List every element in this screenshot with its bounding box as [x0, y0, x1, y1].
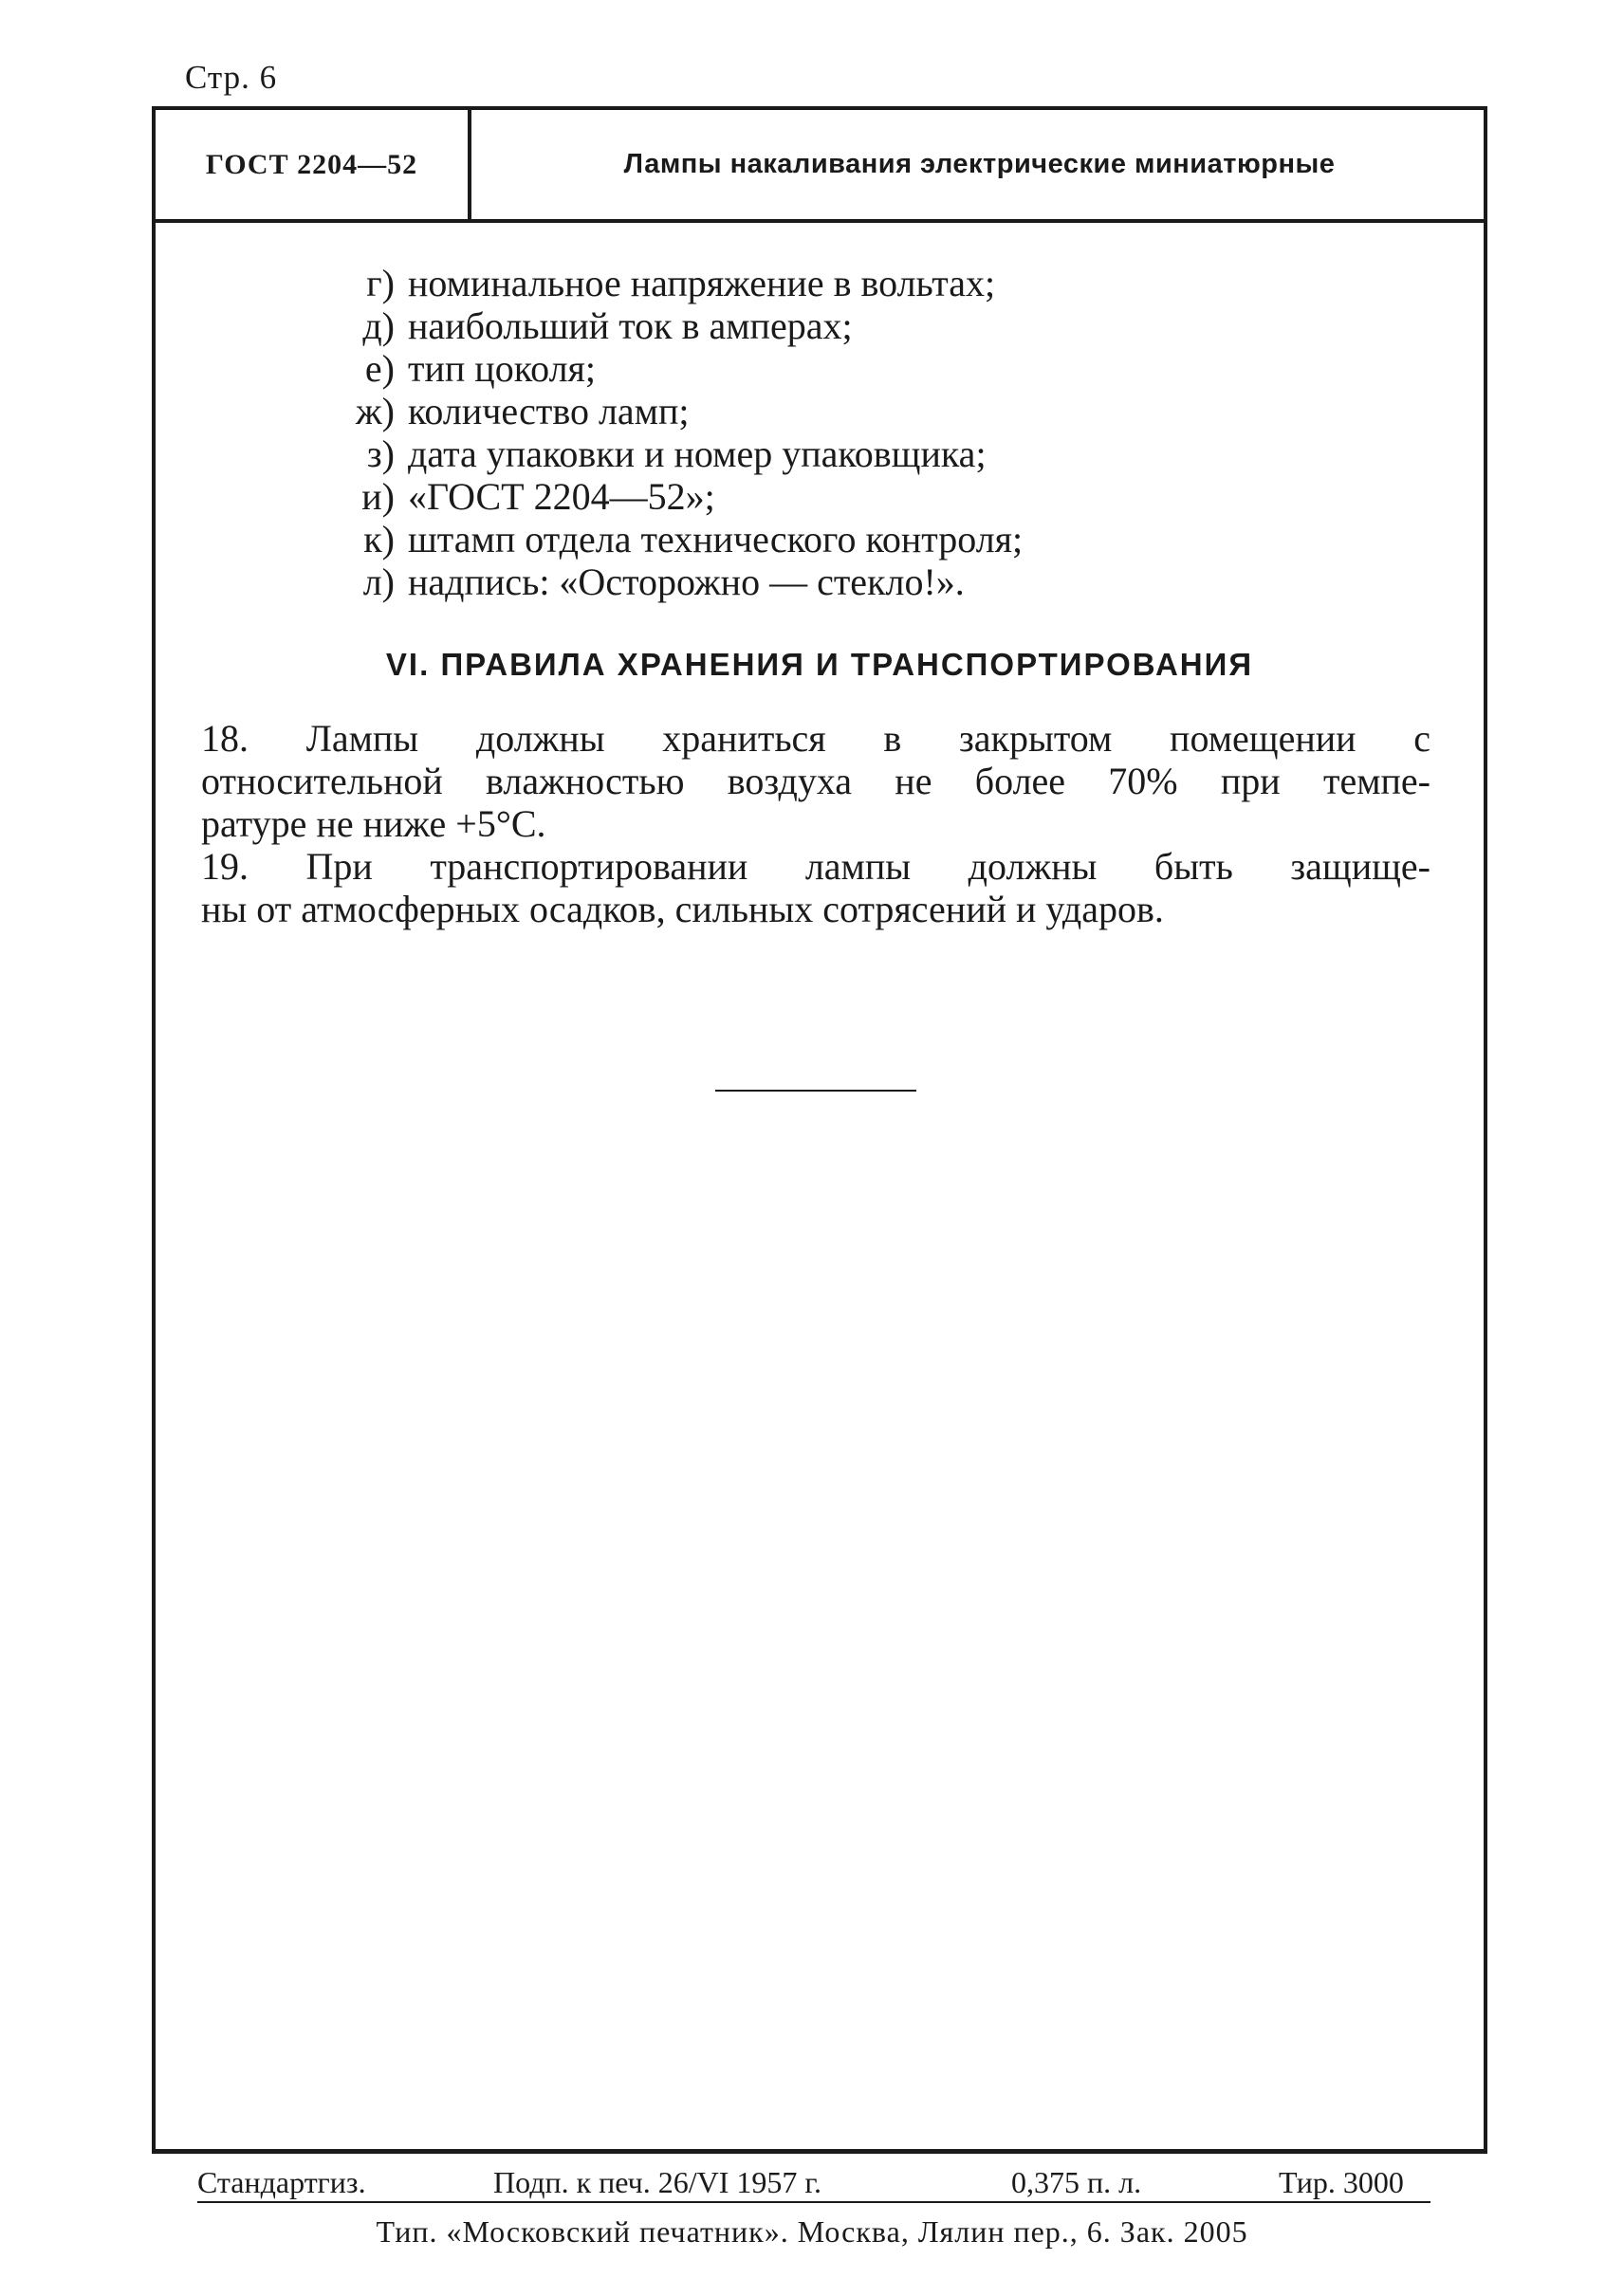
list-text: «ГОСТ 2204—52»; [408, 475, 715, 518]
text-line: 18. Лампы должны храниться в закрытом помещении с [201, 717, 1430, 760]
imprint-line [197, 2165, 1430, 2203]
document-header [156, 110, 1484, 223]
document-title: Лампы накаливания электрические миниатюрные [623, 149, 1336, 179]
list-text: номинальное напряжение в вольтах; [408, 262, 996, 304]
paragraph-19 [201, 845, 1430, 930]
list-text: надпись: «Осторожно — стекло!». [408, 560, 965, 603]
end-rule-divider [715, 1090, 916, 1092]
paragraph-18 [201, 717, 1430, 845]
list-text: количество ламп; [408, 390, 690, 432]
list-item [324, 347, 1023, 390]
list-marker: к) [363, 518, 395, 560]
imprint-publisher: Стандартгиз. [197, 2165, 366, 2199]
list-marker: е) [364, 347, 395, 390]
list-item [324, 518, 1023, 560]
page-frame [152, 106, 1487, 2154]
list-item [324, 560, 1023, 603]
section-heading: VI. ПРАВИЛА ХРАНЕНИЯ И ТРАНСПОРТИРОВАНИЯ [385, 647, 1254, 682]
printer-info: Тип. «Московский печатник». Москва, Лялин пер., 6. Зак. 2005 [376, 2214, 1248, 2249]
imprint-sheets: 0,375 п. л. [1011, 2165, 1142, 2199]
list-text: дата упаковки и номер упаковщика; [408, 432, 987, 475]
text-line: 19. При транспортировании лампы должны быть защище- [201, 845, 1430, 888]
list-text: штамп отдела технического контроля; [408, 518, 1024, 560]
list-marker: и) [361, 475, 395, 518]
list-text: наибольший ток в амперах; [408, 304, 853, 347]
list-marker: ж) [356, 390, 395, 432]
text-line: ны от атмосферных осадков, сильных сотрясений и ударов. [201, 888, 1164, 930]
list-marker: з) [366, 432, 395, 475]
page-number: Стр. 6 [185, 59, 278, 96]
list-marker: д) [362, 304, 395, 347]
list-text: тип цоколя; [408, 347, 597, 390]
imprint-signed: Подп. к печ. 26/VI 1957 г. [493, 2165, 821, 2199]
text-line: относительной влажностью воздуха не более 70% при темпе- [201, 760, 1430, 802]
list-item [324, 432, 1023, 475]
marking-list [324, 262, 1023, 603]
list-item [324, 390, 1023, 432]
list-marker: г) [366, 262, 395, 304]
list-item [324, 262, 1023, 304]
imprint-print-run: Тир. 3000 [1279, 2165, 1404, 2199]
list-marker: л) [362, 560, 395, 603]
list-item [324, 475, 1023, 518]
standard-code: ГОСТ 2204—52 [156, 110, 471, 219]
list-item [324, 304, 1023, 347]
text-line: ратуре не ниже +5°С. [201, 802, 546, 845]
